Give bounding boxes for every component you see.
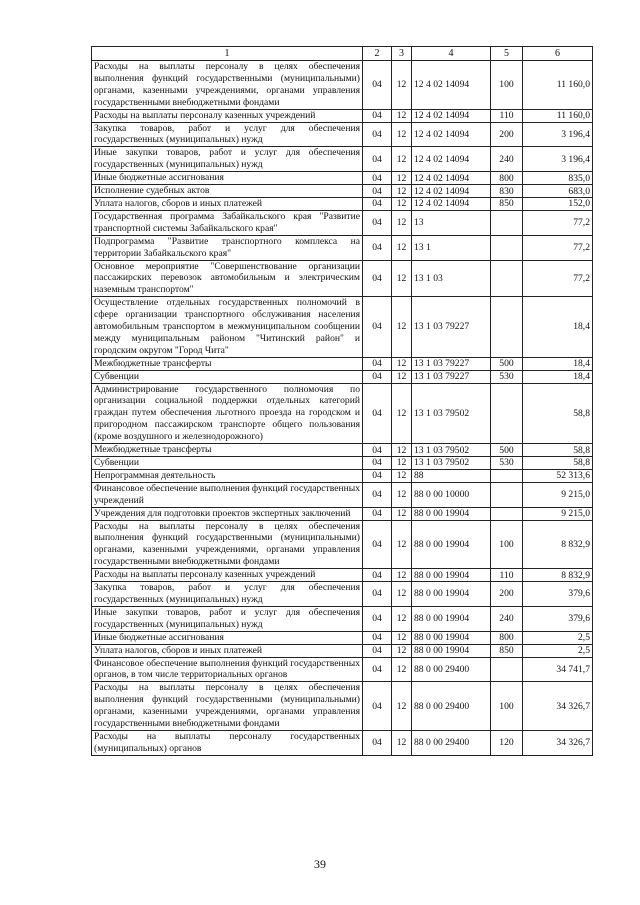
row-name: Иные бюджетные ассигнования: [92, 172, 363, 185]
row-name: Подпрограмма "Развитие транспортного комплекса на территории Забайкальского края": [92, 235, 363, 260]
row-name: Учреждения для подготовки проектов экспертных заключений: [92, 507, 363, 520]
row-amount: 77,2: [523, 235, 593, 260]
row-expense-type: 530: [491, 370, 523, 383]
row-subsection: 12: [392, 606, 412, 631]
row-name: Закупка товаров, работ и услуг для обеспечения государственных (муниципальных) нужд: [92, 122, 363, 147]
row-section: 04: [363, 210, 392, 235]
row-subsection: 12: [392, 235, 412, 260]
row-subsection: 12: [392, 357, 412, 370]
row-expense-type: 800: [491, 631, 523, 644]
row-amount: 77,2: [523, 210, 593, 235]
row-section: 04: [363, 507, 392, 520]
row-section: 04: [363, 582, 392, 607]
row-section: 04: [363, 122, 392, 147]
row-section: 04: [363, 657, 392, 682]
row-expense-type: 100: [491, 682, 523, 731]
row-section: 04: [363, 185, 392, 198]
row-amount: 34 741,7: [523, 657, 593, 682]
row-name: Субвенции: [92, 457, 363, 470]
row-name: Исполнение судебных актов: [92, 185, 363, 198]
row-amount: 11 160,0: [523, 61, 593, 110]
row-target-article: 12 4 02 14094: [412, 172, 491, 185]
row-name: Основное мероприятие "Совершенствование организации пассажирских перевозок автомобильным и электрическим наземным транспортом": [92, 260, 363, 297]
row-amount: 8 832,9: [523, 520, 593, 569]
table-row: [92, 357, 593, 370]
row-name: Администрирование государственного полномочия по организации социальной поддержки отдельных категорий граждан путем обеспечения льготного проезда на городском и пригородном пассажирском транспорте общего пользования (кроме воздушного и железнодорожного): [92, 383, 363, 444]
row-subsection: 12: [392, 122, 412, 147]
row-expense-type: 800: [491, 172, 523, 185]
row-expense-type: 200: [491, 122, 523, 147]
page-number: 39: [314, 857, 326, 871]
row-target-article: 13 1 03 79227: [412, 297, 491, 358]
row-subsection: 12: [392, 444, 412, 457]
row-amount: 58,8: [523, 383, 593, 444]
table-row: [92, 507, 593, 520]
column-header: 5: [491, 47, 523, 61]
row-target-article: 12 4 02 14094: [412, 61, 491, 110]
row-subsection: 12: [392, 147, 412, 172]
row-subsection: 12: [392, 507, 412, 520]
row-name: Государственная программа Забайкальского края "Развитие транспортной системы Забайкальского края": [92, 210, 363, 235]
row-name: Расходы на выплаты персоналу государственных (муниципальных) органов: [92, 730, 363, 755]
row-section: 04: [363, 61, 392, 110]
row-section: 04: [363, 297, 392, 358]
row-section: 04: [363, 444, 392, 457]
row-name: Осуществление отдельных государственных полномочий в сфере организации транспортного обслуживания населения автомобильным транспортом в межмуниципальном сообщении между муниципальным районом "Читинский район" и городским округом "Город Чита": [92, 297, 363, 358]
row-amount: 9 215,0: [523, 507, 593, 520]
row-name: Финансовое обеспечение выполнения функций государственных учреждений: [92, 482, 363, 507]
row-subsection: 12: [392, 172, 412, 185]
row-subsection: 12: [392, 657, 412, 682]
row-subsection: 12: [392, 569, 412, 582]
row-name: Межбюджетные трансферты: [92, 444, 363, 457]
row-target-article: 13 1 03 79502: [412, 457, 491, 470]
row-section: 04: [363, 469, 392, 482]
row-expense-type: 850: [491, 644, 523, 657]
row-amount: 2,5: [523, 631, 593, 644]
row-expense-type: 240: [491, 606, 523, 631]
row-section: 04: [363, 172, 392, 185]
table-row: [92, 383, 593, 444]
header-row: [92, 47, 593, 61]
row-amount: 58,8: [523, 457, 593, 470]
row-section: 04: [363, 631, 392, 644]
row-name: Уплата налогов, сборов и иных платежей: [92, 197, 363, 210]
row-name: Расходы на выплаты персоналу в целях обеспечения выполнения функций государственными (муниципальными) органами, казенными учреждениями, органами управления государственными внебюджетными фондами: [92, 520, 363, 569]
row-expense-type: 500: [491, 444, 523, 457]
row-target-article: 88 0 00 19904: [412, 606, 491, 631]
budget-table: [91, 46, 593, 756]
row-name: Субвенции: [92, 370, 363, 383]
row-amount: 3 196,4: [523, 122, 593, 147]
table-body: [92, 61, 593, 756]
table-row: [92, 370, 593, 383]
row-subsection: 12: [392, 520, 412, 569]
row-target-article: 12 4 02 14094: [412, 122, 491, 147]
row-name: Закупка товаров, работ и услуг для обеспечения государственных (муниципальных) нужд: [92, 582, 363, 607]
row-name: Иные закупки товаров, работ и услуг для обеспечения государственных (муниципальных) нужд: [92, 147, 363, 172]
row-subsection: 12: [392, 682, 412, 731]
row-section: 04: [363, 235, 392, 260]
row-target-article: 88: [412, 469, 491, 482]
row-expense-type: [491, 383, 523, 444]
row-expense-type: [491, 507, 523, 520]
row-section: 04: [363, 383, 392, 444]
row-amount: 34 326,7: [523, 682, 593, 731]
row-amount: 683,0: [523, 185, 593, 198]
row-target-article: 88 0 00 29400: [412, 730, 491, 755]
column-header: 2: [363, 47, 392, 61]
row-amount: 18,4: [523, 297, 593, 358]
row-section: 04: [363, 457, 392, 470]
table-row: [92, 730, 593, 755]
table-row: [92, 682, 593, 731]
row-target-article: 13 1 03 79227: [412, 357, 491, 370]
row-section: 04: [363, 370, 392, 383]
row-amount: 52 313,6: [523, 469, 593, 482]
row-target-article: 12 4 02 14094: [412, 147, 491, 172]
row-target-article: 13: [412, 210, 491, 235]
table-row: [92, 172, 593, 185]
row-target-article: 88 0 00 19904: [412, 644, 491, 657]
row-section: 04: [363, 606, 392, 631]
row-subsection: 12: [392, 61, 412, 110]
row-target-article: 88 0 00 19904: [412, 631, 491, 644]
row-section: 04: [363, 357, 392, 370]
row-expense-type: 110: [491, 569, 523, 582]
row-section: 04: [363, 197, 392, 210]
table-row: [92, 520, 593, 569]
row-name: Финансовое обеспечение выполнения функций государственных органов, в том числе территориальных органов: [92, 657, 363, 682]
row-section: 04: [363, 520, 392, 569]
row-expense-type: [491, 482, 523, 507]
row-amount: 77,2: [523, 260, 593, 297]
row-subsection: 12: [392, 631, 412, 644]
table-row: [92, 197, 593, 210]
row-section: 04: [363, 644, 392, 657]
row-subsection: 12: [392, 197, 412, 210]
row-expense-type: 100: [491, 520, 523, 569]
row-section: 04: [363, 147, 392, 172]
row-name: Иные бюджетные ассигнования: [92, 631, 363, 644]
row-target-article: 88 0 00 10000: [412, 482, 491, 507]
row-subsection: 12: [392, 210, 412, 235]
table-row: [92, 297, 593, 358]
row-subsection: 12: [392, 469, 412, 482]
row-section: 04: [363, 569, 392, 582]
table-row: [92, 235, 593, 260]
row-amount: 18,4: [523, 370, 593, 383]
row-amount: 835,0: [523, 172, 593, 185]
row-subsection: 12: [392, 582, 412, 607]
row-amount: 3 196,4: [523, 147, 593, 172]
row-subsection: 12: [392, 457, 412, 470]
row-amount: 8 832,9: [523, 569, 593, 582]
row-target-article: 88 0 00 19904: [412, 582, 491, 607]
row-section: 04: [363, 730, 392, 755]
row-target-article: 13 1 03: [412, 260, 491, 297]
table-row: [92, 606, 593, 631]
table-row: [92, 569, 593, 582]
row-target-article: 13 1: [412, 235, 491, 260]
row-target-article: 13 1 03 79502: [412, 383, 491, 444]
row-expense-type: 500: [491, 357, 523, 370]
row-expense-type: [491, 260, 523, 297]
table-row: [92, 122, 593, 147]
row-subsection: 12: [392, 109, 412, 122]
row-subsection: 12: [392, 383, 412, 444]
row-expense-type: 530: [491, 457, 523, 470]
row-amount: 2,5: [523, 644, 593, 657]
row-target-article: 12 4 02 14094: [412, 197, 491, 210]
table-row: [92, 457, 593, 470]
row-subsection: 12: [392, 370, 412, 383]
table-row: [92, 482, 593, 507]
row-name: Расходы на выплаты персоналу в целях обеспечения выполнения функций государственными (муниципальными) органами, казенными учреждениями, органами управления государственными внебюджетными фондами: [92, 61, 363, 110]
table-row: [92, 147, 593, 172]
row-section: 04: [363, 260, 392, 297]
row-amount: 379,6: [523, 606, 593, 631]
row-section: 04: [363, 109, 392, 122]
row-amount: 152,0: [523, 197, 593, 210]
row-amount: 11 160,0: [523, 109, 593, 122]
row-target-article: 88 0 00 29400: [412, 682, 491, 731]
row-subsection: 12: [392, 185, 412, 198]
row-subsection: 12: [392, 482, 412, 507]
column-header: 3: [392, 47, 412, 61]
column-header: 6: [523, 47, 593, 61]
row-amount: 34 326,7: [523, 730, 593, 755]
table-row: [92, 644, 593, 657]
row-expense-type: [491, 210, 523, 235]
row-target-article: 88 0 00 29400: [412, 657, 491, 682]
row-target-article: 12 4 02 14094: [412, 109, 491, 122]
table-row: [92, 109, 593, 122]
row-name: Межбюджетные трансферты: [92, 357, 363, 370]
table-row: [92, 210, 593, 235]
table-row: [92, 260, 593, 297]
row-expense-type: [491, 297, 523, 358]
row-subsection: 12: [392, 644, 412, 657]
row-expense-type: 110: [491, 109, 523, 122]
table-row: [92, 185, 593, 198]
row-amount: 9 215,0: [523, 482, 593, 507]
row-target-article: 88 0 00 19904: [412, 569, 491, 582]
row-subsection: 12: [392, 730, 412, 755]
row-amount: 58,8: [523, 444, 593, 457]
row-subsection: 12: [392, 260, 412, 297]
table-row: [92, 469, 593, 482]
row-expense-type: 240: [491, 147, 523, 172]
row-amount: 18,4: [523, 357, 593, 370]
row-subsection: 12: [392, 297, 412, 358]
row-expense-type: 850: [491, 197, 523, 210]
row-expense-type: 120: [491, 730, 523, 755]
row-target-article: 13 1 03 79502: [412, 444, 491, 457]
row-expense-type: [491, 235, 523, 260]
row-expense-type: [491, 469, 523, 482]
row-expense-type: 830: [491, 185, 523, 198]
table-row: [92, 657, 593, 682]
row-amount: 379,6: [523, 582, 593, 607]
row-expense-type: 200: [491, 582, 523, 607]
row-expense-type: [491, 657, 523, 682]
row-target-article: 88 0 00 19904: [412, 507, 491, 520]
row-name: Расходы на выплаты персоналу казенных учреждений: [92, 569, 363, 582]
row-name: Непрограммная деятельность: [92, 469, 363, 482]
column-header: 4: [412, 47, 491, 61]
row-name: Иные закупки товаров, работ и услуг для обеспечения государственных (муниципальных) нужд: [92, 606, 363, 631]
table-row: [92, 582, 593, 607]
row-name: Расходы на выплаты персоналу в целях обеспечения выполнения функций государственными (муниципальными) органами, казенными учреждениями, органами управления государственными внебюджетными фондами: [92, 682, 363, 731]
row-target-article: 12 4 02 14094: [412, 185, 491, 198]
row-expense-type: 100: [491, 61, 523, 110]
table-row: [92, 444, 593, 457]
table-row: [92, 61, 593, 110]
row-name: Уплата налогов, сборов и иных платежей: [92, 644, 363, 657]
row-name: Расходы на выплаты персоналу казенных учреждений: [92, 109, 363, 122]
row-target-article: 88 0 00 19904: [412, 520, 491, 569]
row-target-article: 13 1 03 79227: [412, 370, 491, 383]
column-header: 1: [92, 47, 363, 61]
row-section: 04: [363, 482, 392, 507]
table-row: [92, 631, 593, 644]
row-section: 04: [363, 682, 392, 731]
